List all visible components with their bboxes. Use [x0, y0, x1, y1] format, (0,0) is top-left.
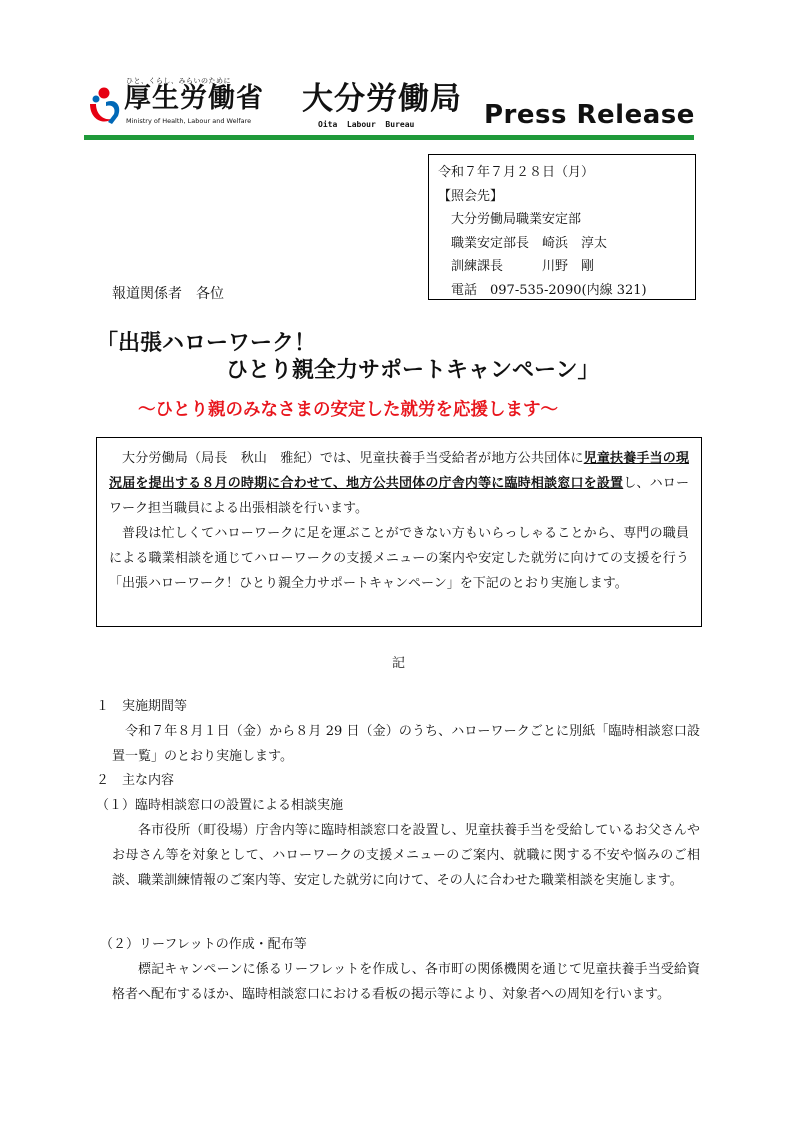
contact-person-1: 職業安定部長 崎浜 淳太: [438, 235, 608, 251]
ministry-tagline: ひと、くらし、みらいのために: [126, 77, 231, 85]
summary-p1-lead: 大分労働局（局長 秋山 雅紀）では、児童扶養手当受給者が地方公共団体に: [122, 451, 584, 466]
summary-p1-tail: し、ハローワーク担当職員による出張相談を行います。: [109, 476, 689, 516]
bureau-name: 大分労働局: [302, 81, 462, 117]
section-2-1-text: 各市役所（町役場）庁舎内等に臨時相談窓口を設置し、児童扶養手当を受給しているお父さんやお母さん等を対象として、ハローワークの支援メニューのご案内、就職に関する不安や悩みのご相談、職業訓練情報のご案内等、安定した就労に向けて、その人に合わせた職業相談を実施します。: [112, 823, 700, 888]
summary-paragraph-2: 普段は忙しくてハローワークに足を運ぶことができない方もいらっしゃることから、専門の職員による職業相談を通じてハローワークの支援メニューの案内や安定した就労に向けての支援を行う「出張ハローワーク！ひとり親全力サポートキャンペーン」を下記のとおり実施します。: [109, 526, 689, 591]
title-line-2: ひとり親全力サポートキャンペーン」: [226, 358, 600, 383]
section-1-text: 令和７年８月１日（金）から８月 29 日（金）のうち、ハローワークごとに別紙「臨時相談窓口設置一覧」のとおり実施します。: [112, 724, 700, 764]
contact-phone: 電話 097-535-2090(内線 321): [438, 282, 647, 298]
summary-p1-highlight: 児童扶養手当の現況届を提出する８月の時期に合わせて、地方公共団体の庁舎内等に臨時相談窓口を設置: [109, 451, 689, 491]
summary-box: [96, 437, 702, 627]
contact-label: 【照会先】: [438, 188, 504, 204]
section-2-heading: ２ 主な内容: [96, 773, 175, 788]
contact-box: [428, 154, 696, 300]
header-divider: [84, 135, 694, 140]
title-line-1: 「出張ハローワーク！: [96, 331, 317, 356]
ki-marker: 記: [392, 656, 406, 671]
press-release-label: Press Release: [484, 100, 695, 130]
section-2-2-text: 標記キャンペーンに係るリーフレットを作成し、各市町の関係機関を通じて児童扶養手当受給資格者へ配布するほか、臨時相談窓口における看板の掲示等により、対象者への周知を行います。: [112, 962, 700, 1002]
subtitle: ～ひとり親のみなさまの安定した就労を応援します～: [138, 400, 558, 420]
bureau-english-name: Oita Labour Bureau: [318, 120, 415, 129]
section-1-heading: １ 実施期間等: [96, 699, 188, 714]
contact-department: 大分労働局職業安定部: [438, 212, 582, 227]
section-2-1-body: [112, 818, 700, 893]
section-2-2-body: [112, 957, 700, 1007]
ministry-english-name: Ministry of Health, Labour and Welfare: [126, 117, 252, 125]
recipients: 報道関係者 各位: [112, 286, 224, 302]
section-2-2-heading: （２）リーフレットの作成・配布等: [100, 937, 307, 952]
release-date: 令和７年７月２８日（月）: [438, 165, 595, 180]
section-1-body: [112, 694, 700, 769]
section-2-1-heading: （１）臨時相談窓口の設置による相談実施: [96, 798, 344, 813]
ministry-name: 厚生労働省: [124, 83, 264, 114]
contact-person-2: 訓練課長 川野 剛: [438, 259, 595, 274]
mhlw-logo-icon: [90, 88, 119, 125]
summary-paragraph-1: [109, 446, 689, 521]
